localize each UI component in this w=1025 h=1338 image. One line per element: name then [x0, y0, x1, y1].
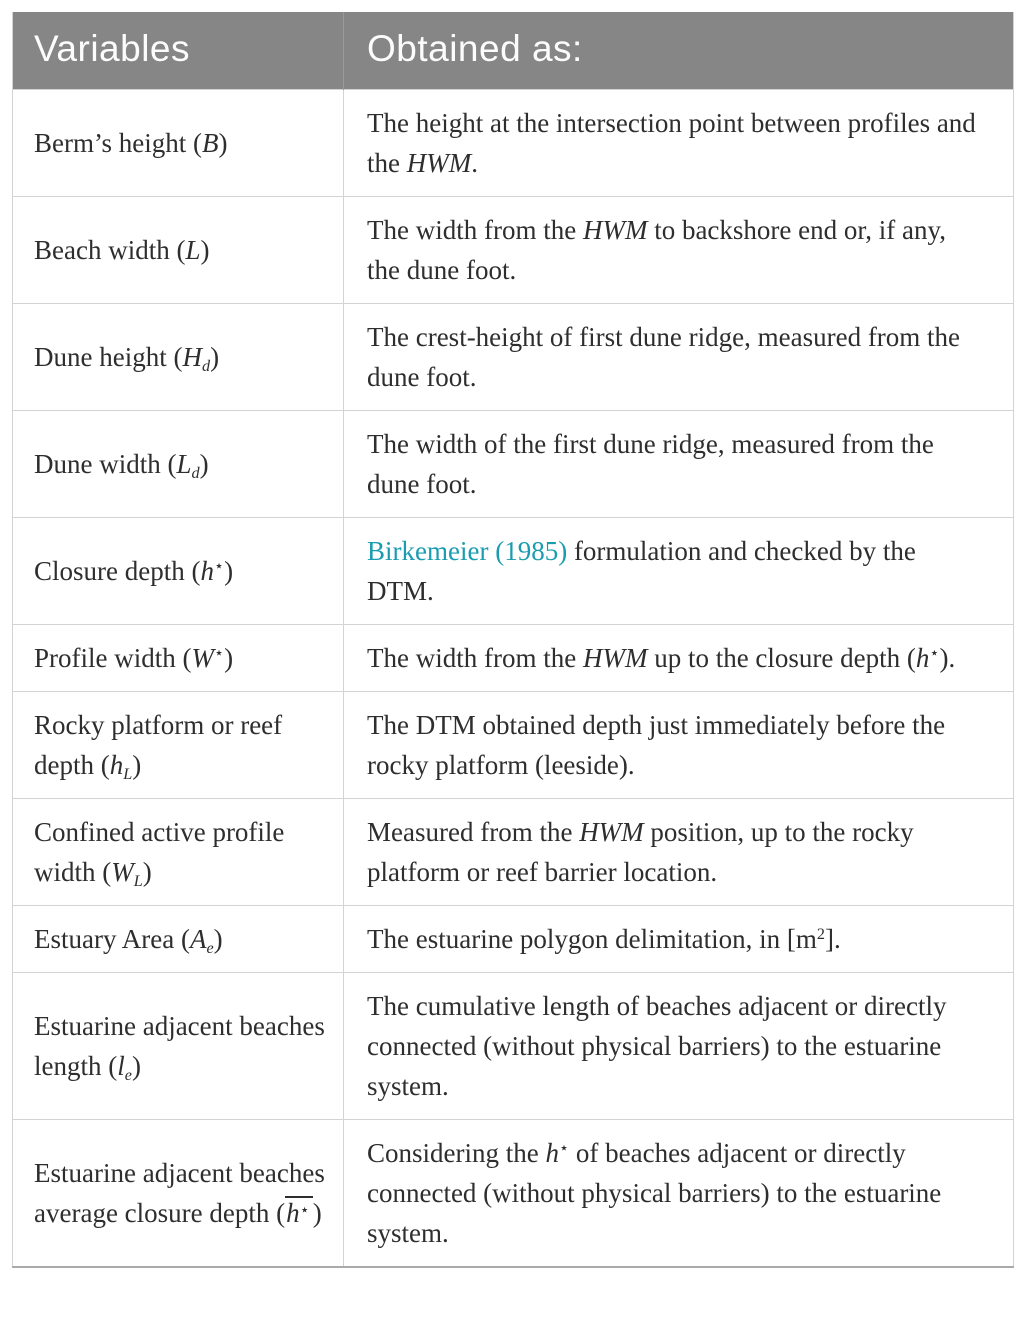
variable-cell — [13, 90, 344, 197]
text-run: ) — [142, 857, 152, 887]
text-run: h — [200, 556, 214, 586]
text-run: ) — [224, 643, 234, 673]
table-row — [13, 973, 1014, 1120]
variable-cell — [13, 973, 344, 1120]
text-run: The height at the intersection point between profiles and the — [367, 108, 976, 178]
text-run: ⋆ — [213, 557, 225, 576]
description-cell — [344, 90, 1014, 197]
description-cell — [344, 197, 1014, 304]
text-run — [285, 1196, 313, 1228]
text-run: ) — [210, 342, 220, 372]
text-run: HWM — [406, 148, 472, 178]
header-row — [13, 12, 1014, 90]
text-run: H — [182, 342, 202, 372]
variable-cell — [13, 197, 344, 304]
table-row — [13, 692, 1014, 799]
text-run: The width from the — [367, 215, 583, 245]
table-row — [13, 304, 1014, 411]
text-run: Dune width ( — [34, 449, 177, 479]
description-cell — [344, 692, 1014, 799]
table-body — [13, 90, 1014, 1268]
text-run: ) — [131, 1051, 141, 1081]
text-run: L — [176, 449, 192, 479]
text-run: Estuary Area ( — [34, 924, 190, 954]
text-run: The estuarine polygon delimitation, in [m — [367, 924, 817, 954]
description-cell — [344, 304, 1014, 411]
text-run: HWM — [579, 817, 644, 847]
text-run: ). — [939, 643, 956, 673]
text-run: ) — [200, 235, 210, 265]
text-run: W — [191, 643, 214, 673]
table-row — [13, 625, 1014, 692]
variables-table — [12, 12, 1014, 1268]
text-run: The width of the first dune ridge, measured from the dune foot. — [367, 429, 934, 499]
text-run: Dune height ( — [34, 342, 183, 372]
text-run: e — [206, 938, 214, 957]
text-run: HWM — [582, 215, 648, 245]
text-run: h — [109, 750, 124, 780]
text-run: ⋆ — [299, 1201, 310, 1220]
text-run: ) — [213, 924, 223, 954]
text-run: ⋆ — [213, 644, 225, 663]
text-run: h — [545, 1138, 559, 1168]
description-cell — [344, 1120, 1014, 1268]
text-run: ) — [312, 1198, 322, 1228]
text-run: Considering the — [367, 1138, 546, 1168]
text-run: d — [191, 463, 200, 482]
text-run: 2 — [816, 925, 825, 944]
text-run: e — [124, 1065, 132, 1084]
description-cell — [344, 906, 1014, 973]
variable-cell — [13, 906, 344, 973]
table-row — [13, 1120, 1014, 1268]
variable-cell — [13, 304, 344, 411]
text-run: L — [133, 871, 143, 890]
description-cell — [344, 799, 1014, 906]
text-run: A — [189, 924, 207, 954]
variable-cell — [13, 625, 344, 692]
variable-cell — [13, 1120, 344, 1268]
text-run: . — [471, 148, 478, 178]
text-run: ) — [199, 449, 209, 479]
text-run: The cumulative length of beaches adjacent or directly connected (without physical barriers) to the estuarine system. — [367, 991, 947, 1101]
text-run: d — [201, 356, 211, 375]
text-run: B — [201, 128, 219, 158]
table-row — [13, 906, 1014, 973]
text-run: L — [185, 235, 201, 265]
text-run: ) — [224, 556, 234, 586]
text-run: of beaches adjacent or directly connected (without physical barriers) to the estuarine system. — [367, 1138, 942, 1248]
text-run: L — [123, 764, 133, 783]
text-run: formulation and checked by the DTM. — [367, 536, 916, 606]
text-run: The crest-height of first dune ridge, measured from the dune foot. — [367, 322, 961, 392]
text-run: to backshore end or, if any, the dune foot. — [367, 215, 947, 285]
variable-cell — [13, 411, 344, 518]
text-run: l — [117, 1051, 125, 1081]
description-cell — [344, 411, 1014, 518]
table-row — [13, 799, 1014, 906]
table-row — [13, 411, 1014, 518]
citation-link[interactable]: Birkemeier (1985) — [367, 536, 568, 566]
text-run: h — [286, 1198, 300, 1228]
text-run: The width from the — [367, 643, 583, 673]
text-run: Confined active profile width ( — [34, 817, 285, 887]
text-run: Closure depth ( — [34, 556, 201, 586]
description-cell — [344, 518, 1014, 625]
variable-cell — [13, 799, 344, 906]
text-run: ) — [218, 128, 228, 158]
text-run: HWM — [582, 643, 648, 673]
description-cell — [344, 625, 1014, 692]
description-cell — [344, 973, 1014, 1120]
text-run: position, up to the rocky platform or reef barrier location. — [367, 817, 914, 887]
text-run: h — [915, 643, 930, 673]
text-run: The DTM obtained depth just immediately before the rocky platform (leeside). — [367, 710, 946, 780]
text-run: ⋆ — [929, 644, 940, 663]
text-run: up to the closure depth ( — [647, 643, 916, 673]
text-run: Berm’s height ( — [34, 128, 202, 158]
table-row — [13, 90, 1014, 197]
table-row — [13, 518, 1014, 625]
text-run: Measured from the — [367, 817, 580, 847]
variable-cell — [13, 692, 344, 799]
variable-cell — [13, 518, 344, 625]
text-run: ]. — [825, 924, 841, 954]
text-run: ⋆ — [558, 1139, 570, 1158]
table-row — [13, 197, 1014, 304]
column-header-obtained-as: Obtained as: — [344, 12, 1014, 90]
text-run: Estuarine adjacent beaches length ( — [34, 1011, 325, 1081]
column-header-variables: Variables — [13, 12, 344, 90]
text-run: W — [111, 857, 134, 887]
text-run: Estuarine adjacent beaches average closure depth ( — [34, 1158, 325, 1228]
text-run: ) — [132, 750, 142, 780]
text-run: Rocky platform or reef depth ( — [34, 710, 283, 780]
text-run: Beach width ( — [34, 235, 186, 265]
text-run: Profile width ( — [34, 643, 192, 673]
